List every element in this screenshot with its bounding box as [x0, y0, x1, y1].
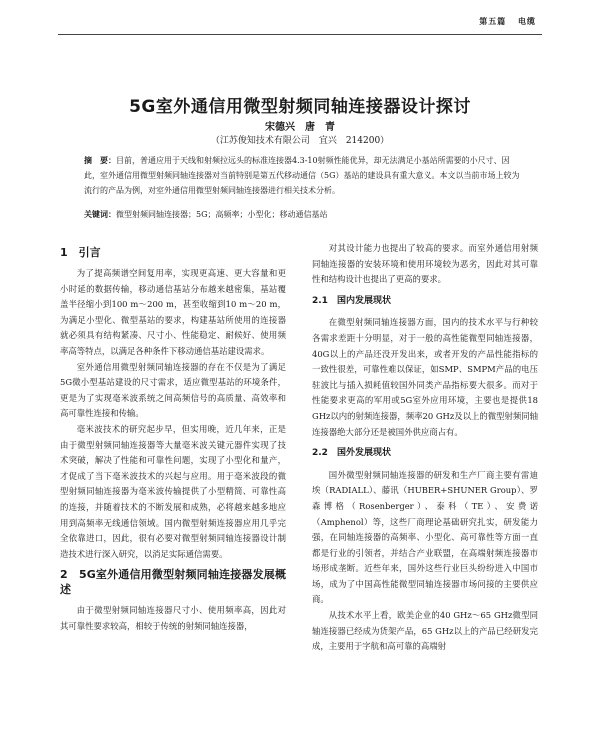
section-2-heading: 2 5G室外通信用微型射频同轴连接器发展概述 — [60, 568, 286, 597]
running-head — [471, 16, 536, 27]
paper-authors: 宋德兴 唐 青 — [265, 122, 335, 133]
section-1-paragraph-2: 室外通信用微型射频同轴连接器的存在不仅是为了满足5G微小型基站建设的尺寸需求，适应微型基站的环境条件，更是为了实现毫米波系统之间高频信号的高质量、高效率和高可靠性连接和传输。 — [60, 361, 286, 419]
section-2-1-heading: 2.1 国内发展现状 — [312, 295, 391, 306]
keywords-label: 关键词： — [84, 210, 116, 219]
keywords — [84, 209, 524, 220]
section-2-continuation: 对其设计能力也提出了较高的要求。而室外通信用射频同轴连接器的安装环境和使用环境较为恶劣，因此对其可靠性和结构设计也提出了更高的要求。 — [312, 243, 538, 285]
section-1-heading: 1 引言 — [60, 246, 101, 259]
abstract-label: 摘 要： — [84, 156, 116, 165]
header-rule — [58, 34, 542, 35]
paper-title: 5G室外通信用微型射频同轴连接器设计探讨 — [129, 97, 471, 117]
abstract — [84, 153, 524, 198]
running-head-category: 电缆 — [518, 17, 536, 26]
left-column — [60, 240, 286, 634]
section-2-2-paragraph-2: 从技术水平上看，欧美企业的40 GHz～65 GHz微型同轴连接器已经成为货架产品，65 GHz以上的产品已经研发完成，主要用于字航和高可靠的高端射 — [312, 610, 538, 652]
section-2-2-paragraph-1: 国外微型射频同轴连接器的研发和生产厂商主要有雷迪埃（RADIALL）、藤讯（HUBER+SHUNER Group）、罗森博格（Rosenberger）、泰科（TE）、安费诺（Amphenol）等，这些厂商理论基础研究扎实，研发能力强，在同轴连接器的高频率、小型化、高可靠性等方面一直都是行业的引领者，并结合产业联盟，在高端射频连接器市场形成垄断。近些年来，国外这些行业巨头纷纷进入中国市场，成为了中国高性能微型同轴连接器市场问接的主要供应商。 — [312, 469, 538, 605]
abstract-text: 目前，普通应用于天线和射频拉远头的标准连接器4.3-10射频性能优异，却无法满足小基站所需要的小尺寸、因此，室外通信用微型射频同轴连接器对当前特别是第五代移动通信（5G）基站的建设具有重大意义。本文以当前市场上较为流行的产品为例，对室外通信用微型射频同轴连接器进行相关技术分析。 — [84, 156, 520, 195]
section-1-paragraph-1: 为了提高频谱空间复用率，实现更高速、更大容量和更小时延的数据传输，移动通信基站分布越来越密集，基站覆盖半径缩小到100 m～200 m，甚至收缩到10 m～20 m，为满足小型化、微型基站的要求，构建基站所使用的连接器就必须具有结构紧凑、尺寸小、性能稳定、耐候好、使用频率高等特点，以满足各种条件下移动通信基站建设需求。 — [60, 268, 286, 356]
keywords-text: 微型射频同轴连接器；5G；高频率；小型化；移动通信基站 — [116, 210, 328, 219]
section-1-paragraph-3: 毫米波技术的研究起步早，但实用晚，近几年来，正是由于微型射频同轴连接器等大量毫米波关键元器件实现了技术突破，解决了性能和可靠性问题，实现了小型化和量产，才促成了当下毫米波技术的兴起与应用。用于毫米波段的微型射频同轴连接器为毫米波传输提供了小型精简、可靠性高的连接，并随着技术的不断发展和成熟，必将越来越多地应用到高频率无线通信领域。国内微型射频连接器应用几乎完全依靠进口，因此，很有必要对微型射频同轴连接器设计制造技术进行深入研究，以消足实际通信需要。 — [60, 423, 286, 559]
section-2-paragraph-1: 由于微型射频同轴连接器尺寸小、使用频率高，因此对其可靠性要求较高，相较于传统的射频同轴连接器， — [60, 605, 286, 631]
section-2-2-heading: 2.2 国外发展现状 — [312, 448, 391, 459]
running-head-section: 第五篇 — [479, 17, 507, 26]
paper-affiliation: （江苏俊知技术有限公司 宜兴 214200） — [210, 136, 390, 146]
right-column — [312, 241, 538, 655]
section-2-1-paragraph-1: 在微型射频同轴连接器方面，国内的技术水平与行种较各需求差距十分明显，对于一般的高性能微型同轴连接器，40G以上的产品还没开发出来，或者开发的产品性能指标的一致性很差，可靠性难以保证，如SMP、SMPM产品的电压驻波比与插入损耗值较国外同类产品指标要大很多。而对于性能要求更高的军用或5G室外应用环境，主要也是提供18 GHz以内的射频连接器，频率20 GHz及以上的微型射频同轴连接器绝大部分还是被国外供应商占有。 — [312, 317, 539, 437]
